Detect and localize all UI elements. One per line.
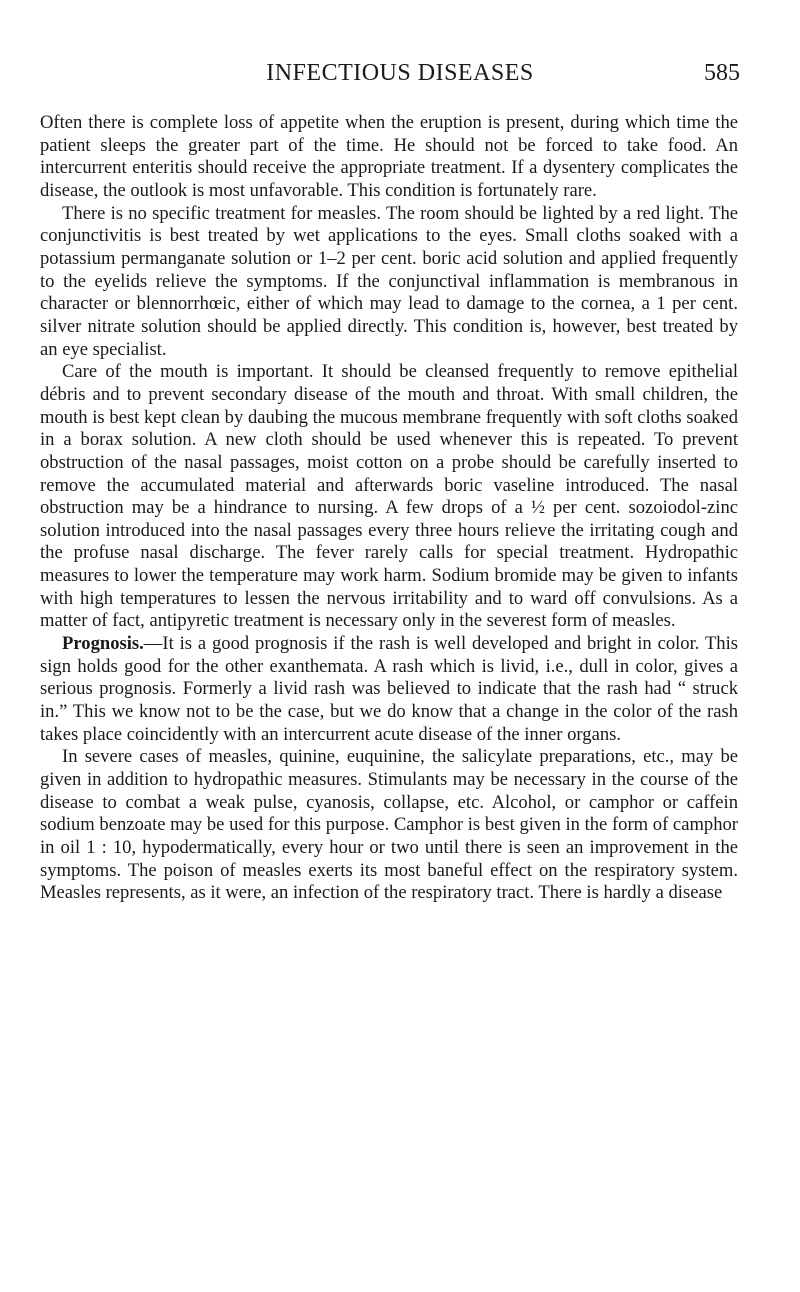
paragraph-appetite: Often there is complete loss of appetite when the eruption is present, during which time the patient sleeps the greater part of the time. He should not be forced to take food. An intercurrent enteritis should receive the appropriate treatment. If a dysentery complicates the disease, the outlook is most unfavorable. This condition is fortunately rare. <box>40 112 738 201</box>
prognosis-text: —It is a good prognosis if the rash is well developed and bright in color. This sign holds good for the other exanthemata. A rash which is livid, i.e., dull in color, gives a serious prognosis. Formerly a livid rash was believed to indicate that the rash had “ struck in.” This we know not to be the case, but we do know that a change in the color of the rash takes place coincidently with an intercurrent acute disease of the inner organs. <box>40 633 738 745</box>
prognosis-heading: Prognosis. <box>62 633 144 655</box>
paragraph-mouth-care: Care of the mouth is important. It should be cleansed frequently to remove epithelial débris and to prevent secondary disease of the mouth and throat. With small children, the mouth is best kept clean by daubing the mucous membrane frequently with soft cloths soaked in a borax solution. A new cloth should be used whenever this is repeated. To prevent obstruction of the nasal passages, moist cotton on a probe should be carefully inserted to remove the accumulated material and afterwards boric vaseline introduced. The nasal obstruction may be a hindrance to nursing. A few drops of a ½ per cent. sozoiodol-zinc solution introduced into the nasal passages every three hours relieve the irritating cough and the profuse nasal discharge. The fever rarely calls for special treatment. Hydropathic measures to lower the temperature may work harm. Sodium bromide may be given to infants with high temperatures to lessen the nervous irritability and to ward off convulsions. As a matter of fact, antipyretic treatment is necessary only in the severest form of measles. <box>40 361 738 632</box>
paragraph-prognosis <box>40 633 738 746</box>
page-number: 585 <box>704 60 740 86</box>
paragraph-treatment: There is no specific treatment for measles. The room should be lighted by a red light. The conjunctivitis is best treated by wet applications to the eyes. Small cloths soaked with a potassium permanganate solution or 1–2 per cent. boric acid solution and applied frequently to the eyelids relieve the symptoms. If the conjunctival inflammation is membranous in character or blennorrhœic, either of which may lead to damage to the cornea, a 1 per cent. silver nitrate solution should be applied directly. This condition is, however, best treated by an eye specialist. <box>40 202 738 360</box>
page-header <box>40 52 760 92</box>
running-head: INFECTIOUS DISEASES <box>266 60 534 86</box>
paragraph-severe-cases: In severe cases of measles, quinine, euquinine, the salicylate preparations, etc., may be given in addition to hydropathic measures. Stimulants may be necessary in the course of the disease to combat a weak pulse, cyanosis, collapse, etc. Alcohol, or camphor or caffein sodium benzoate may be used for this purpose. Camphor is best given in the form of camphor in oil 1 : 10, hypodermatically, every hour or two until there is seen an improvement in the symptoms. The poison of measles exerts its most baneful effect on the respiratory system. Measles represents, as it were, an infection of the respiratory tract. There is hardly a disease <box>40 746 738 904</box>
body-text <box>40 112 760 905</box>
